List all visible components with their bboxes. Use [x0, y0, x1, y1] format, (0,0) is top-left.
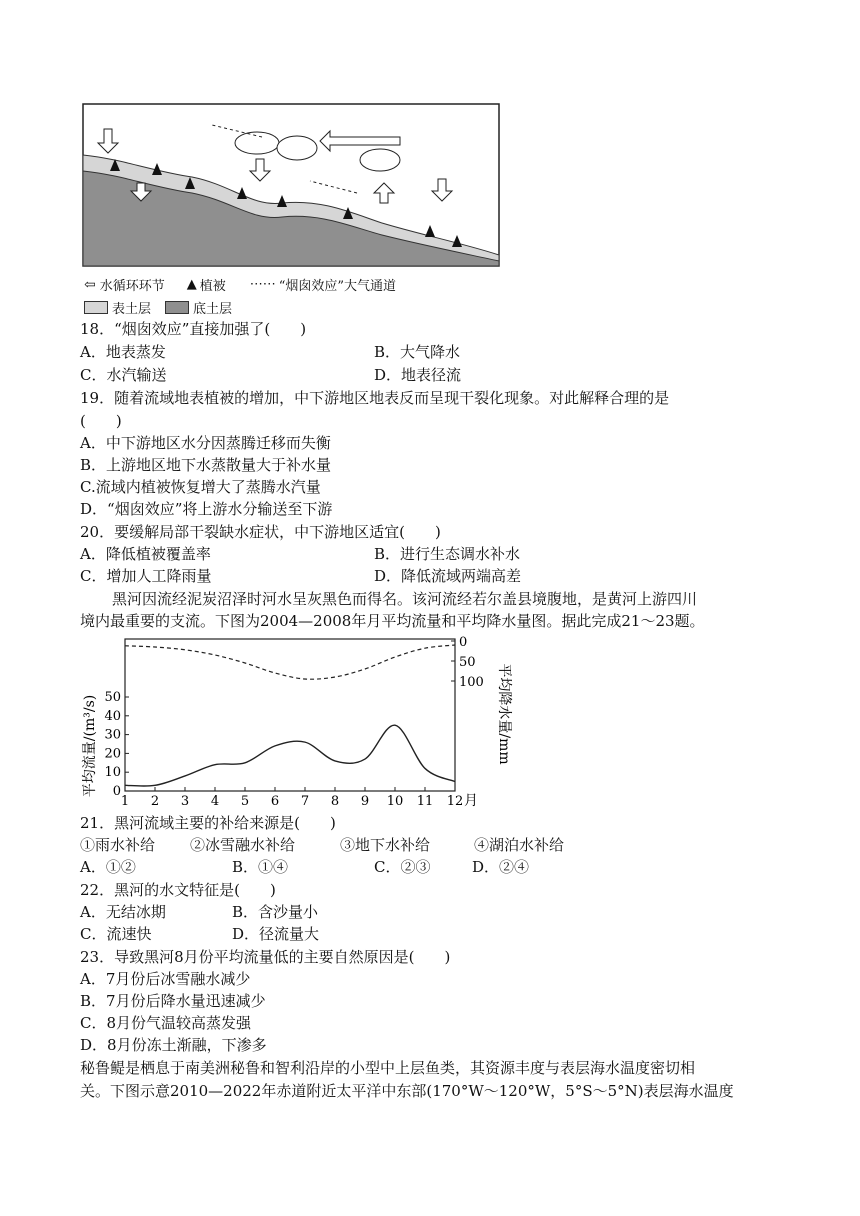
- legend-vegetation: 植被: [199, 279, 226, 294]
- y-tick-label: 20: [104, 746, 121, 762]
- y2-tick-label: 100: [459, 675, 484, 690]
- q18-option-b: B．大气降水: [374, 343, 461, 361]
- q18-option-c: C．水汽输送: [80, 366, 167, 384]
- precip-series-line: [125, 645, 455, 679]
- q21-stem: 21．黑河流域主要的补给来源是( ): [80, 814, 336, 832]
- x-tick-label: 7: [300, 794, 310, 809]
- q18-option-a: A．地表蒸发: [80, 343, 166, 361]
- passage1-line1: 黑河因流经泥炭沼泽时河水呈灰黑色而得名。该河流经若尔盖县境腹地，是黄河上游四川: [112, 590, 698, 608]
- legend-subsoil: 底土层: [193, 302, 233, 317]
- q20-option-d: D．降低流域两端高差: [374, 567, 522, 585]
- q22-option-a: A．无结冰期: [80, 903, 166, 921]
- q21-item-1: ①雨水补给: [80, 836, 156, 854]
- dashed-arrow-icon: ⋯⋯: [249, 277, 276, 292]
- q19-stem: 19．随着流域地表植被的增加，中下游地区地表反而呈现干裂化现象。对此解释合理的是: [80, 389, 670, 407]
- tree-icon: ▲: [186, 277, 197, 292]
- q22-stem: 22．黑河的水文特征是( ): [80, 881, 276, 899]
- q20-option-a: A．降低植被覆盖率: [80, 545, 211, 563]
- y-tick-label: 10: [104, 765, 121, 781]
- q21-option-a: A．①②: [80, 858, 136, 876]
- x-tick-label: 10: [386, 794, 404, 809]
- fig1-legend-row1: [84, 275, 396, 294]
- q18-option-d: D．地表径流: [374, 366, 462, 384]
- legend-topsoil: 表土层: [112, 302, 152, 317]
- q21-item-4: ④湖泊水补给: [474, 836, 565, 854]
- x-tick-label: 9: [360, 794, 370, 809]
- y-tick-label: 50: [104, 690, 121, 705]
- q22-option-d: D．径流量大: [232, 925, 320, 943]
- y-axis-label: 平均流量/(m³/s): [82, 694, 98, 798]
- y2-axis-label: 平均降水量/mm: [496, 663, 512, 765]
- passage1-line2: 境内最重要的支流。下图为2004—2008年月平均流量和平均降水量图。据此完成21～23题。: [80, 612, 705, 630]
- q21-option-c: C．②③: [374, 858, 431, 876]
- q21-item-2: ②冰雪融水补给: [190, 836, 296, 854]
- flow-precip-chart: [78, 634, 528, 814]
- x-tick-label: 8: [330, 794, 340, 809]
- subsoil-swatch: [165, 301, 189, 314]
- x-tick-label: 4: [210, 794, 220, 809]
- y2-tick-label: 0: [459, 635, 468, 650]
- q22-option-c: C．流速快: [80, 925, 152, 943]
- flow-series-line: [125, 725, 455, 786]
- chimney-effect-diagram: [82, 103, 500, 267]
- y-tick-label: 40: [104, 708, 121, 724]
- x-unit-label: 月: [464, 793, 478, 809]
- q21-option-b: B．①④: [232, 858, 289, 876]
- q20-option-b: B．进行生态调水补水: [374, 545, 521, 563]
- q18-stem: 18．“烟囱效应”直接加强了( ): [80, 320, 307, 338]
- q19-option-d: D．“烟囱效应”将上游水分输送至下游: [80, 500, 333, 518]
- q23-option-c: C．8月份气温较高蒸发强: [80, 1014, 252, 1032]
- q21-option-d: D．②④: [472, 858, 530, 876]
- q23-option-d: D．8月份冻土渐融，下渗多: [80, 1036, 267, 1054]
- y2-tick-label: 50: [459, 655, 476, 670]
- q20-option-c: C．增加人工降雨量: [80, 567, 212, 585]
- q23-stem: 23．导致黑河8月份平均流量低的主要自然原因是( ): [80, 948, 451, 966]
- x-tick-label: 2: [150, 794, 160, 809]
- x-tick-label: 5: [240, 794, 250, 809]
- fig1-legend-row2: [84, 298, 232, 317]
- x-tick-label: 6: [270, 794, 280, 809]
- water-cycle-icon: ⇦: [84, 276, 96, 293]
- legend-water-cycle: 水循环环节: [99, 279, 165, 294]
- topsoil-swatch: [84, 301, 108, 314]
- legend-chimney-channel: “烟囱效应”大气通道: [278, 279, 397, 294]
- x-tick-label: 11: [416, 794, 434, 809]
- q23-option-a: A．7月份后冰雪融水减少: [80, 970, 251, 988]
- q22-option-b: B．含沙量小: [232, 903, 319, 921]
- passage2-line1: 秘鲁鳀是栖息于南美洲秘鲁和智利沿岸的小型中上层鱼类，其资源丰度与表层海水温度密切相: [80, 1059, 696, 1077]
- q23-option-b: B．7月份后降水量迅速减少: [80, 992, 266, 1010]
- y-tick-label: 30: [104, 727, 121, 743]
- x-tick-label: 1: [120, 794, 130, 809]
- q20-stem: 20．要缓解局部干裂缺水症状，中下游地区适宜( ): [80, 523, 441, 541]
- plot-frame: [125, 639, 455, 791]
- q21-item-3: ③地下水补给: [340, 836, 431, 854]
- x-tick-label: 12: [446, 794, 464, 809]
- passage2-line2: 关。下图示意2010—2022年赤道附近太平洋中东部(170°W～120°W，5°S～5°N)表层海水温度: [80, 1082, 734, 1100]
- q19-option-a: A．中下游地区水分因蒸腾迁移而失衡: [80, 434, 331, 452]
- q19-stem-2: ( ): [80, 412, 122, 430]
- q19-option-b: B．上游地区地下水蒸散量大于补水量: [80, 456, 332, 474]
- x-tick-label: 3: [180, 794, 190, 809]
- q19-option-c: C.流域内植被恢复增大了蒸腾水汽量: [80, 478, 321, 496]
- y-tick-label: 0: [112, 784, 121, 799]
